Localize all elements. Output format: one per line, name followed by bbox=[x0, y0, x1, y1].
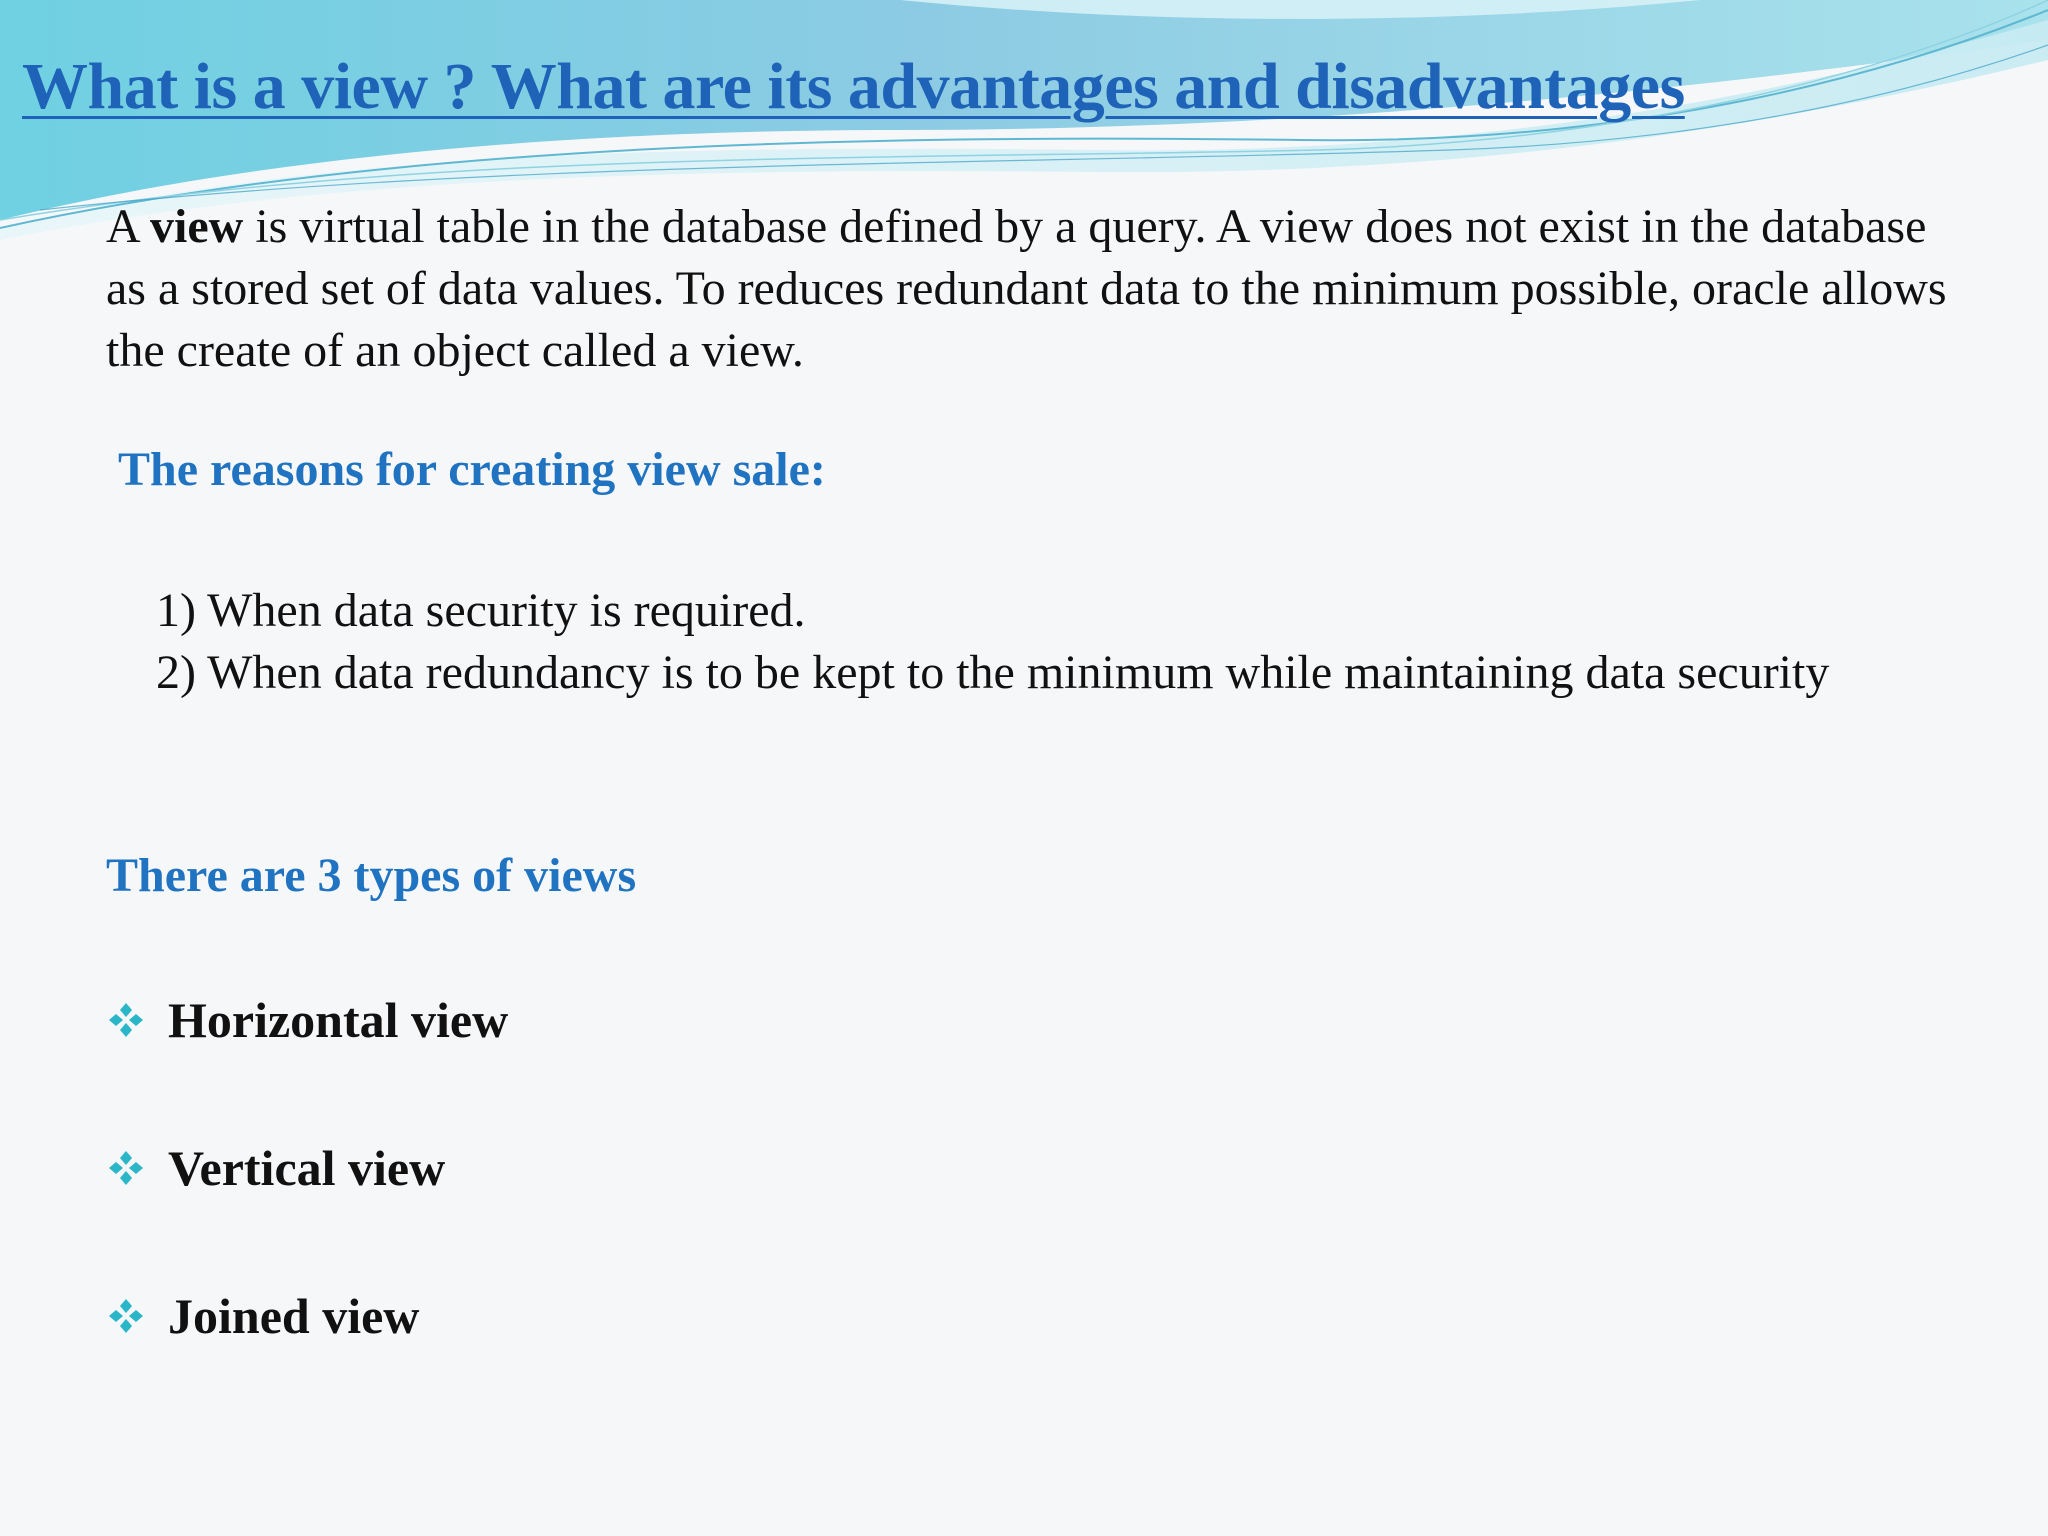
intro-bold-term: view bbox=[150, 200, 244, 253]
types-list bbox=[106, 990, 508, 1434]
type-item-vertical bbox=[106, 1138, 508, 1198]
type-label: Horizontal view bbox=[168, 992, 509, 1048]
intro-rest: is virtual table in the database defined by a query. A view does not exist in the database as a stored set of data values. To reduces redundant data to the minimum possible, oracle allows the create of an object called a view. bbox=[106, 200, 1947, 377]
types-heading: There are 3 types of views bbox=[106, 849, 637, 902]
diamond-bullet-icon bbox=[106, 1296, 146, 1336]
diamond-bullet-icon bbox=[106, 1000, 146, 1040]
slide-title: What is a view ? What are its advantages and disadvantages bbox=[22, 50, 1685, 123]
type-label: Vertical view bbox=[168, 1140, 446, 1196]
reasons-list bbox=[156, 580, 1976, 704]
intro-paragraph bbox=[106, 196, 1956, 382]
diamond-bullet-icon bbox=[106, 1148, 146, 1188]
type-item-joined bbox=[106, 1286, 508, 1346]
intro-prefix: A bbox=[106, 200, 151, 253]
reasons-heading: The reasons for creating view sale: bbox=[118, 443, 826, 496]
reason-item: 1) When data security is required. bbox=[156, 584, 806, 637]
reason-item: 2) When data redundancy is to be kept to the minimum while maintaining data security bbox=[156, 646, 1830, 699]
type-label: Joined view bbox=[168, 1288, 420, 1344]
type-item-horizontal bbox=[106, 990, 508, 1050]
